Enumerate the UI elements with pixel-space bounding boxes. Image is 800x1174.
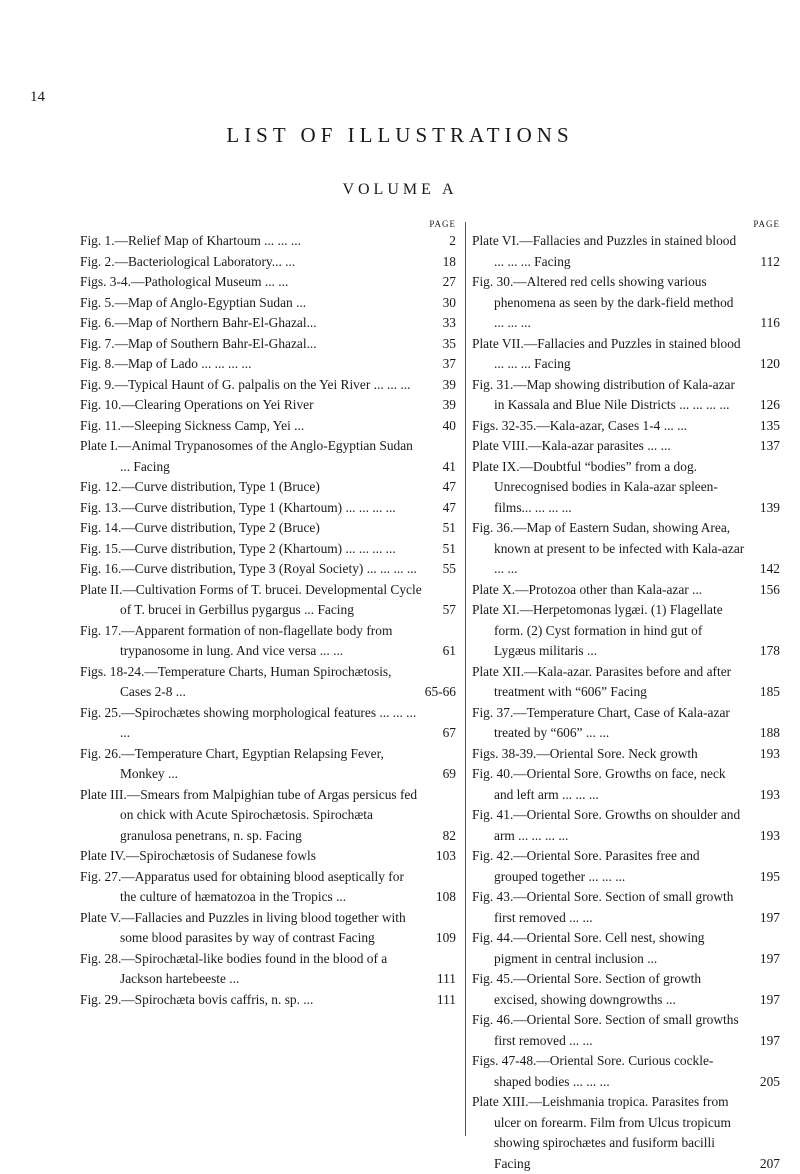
list-entry — [80, 867, 458, 908]
entry-page-number: 33 — [443, 313, 456, 334]
entry-caption: Fig. 31.—Map showing distribution of Kala-azar in Kassala and Blue Nile Districts ... ... ... ... — [472, 377, 735, 413]
list-entry — [80, 313, 458, 334]
entry-page-number: 65-66 — [425, 682, 456, 703]
entry-page-number: 57 — [443, 600, 456, 621]
list-entry — [472, 703, 780, 744]
entry-caption: Fig. 1.—Relief Map of Khartoum ... ... ... — [80, 233, 301, 248]
entry-caption: Fig. 25.—Spirochætes showing morphological features ... ... ... ... — [80, 705, 416, 741]
list-entry — [80, 518, 458, 539]
entry-page-number: 108 — [436, 887, 456, 908]
entry-caption: Fig. 6.—Map of Northern Bahr-El-Ghazal... — [80, 315, 317, 330]
list-entry — [80, 252, 458, 273]
entry-page-number: 27 — [443, 272, 456, 293]
list-entry — [472, 805, 780, 846]
list-entry — [472, 1051, 780, 1092]
entry-caption: Fig. 12.—Curve distribution, Type 1 (Bruce) — [80, 479, 320, 494]
entry-page-number: 188 — [760, 723, 780, 744]
list-entry — [472, 416, 780, 437]
entry-caption: Fig. 2.—Bacteriological Laboratory... ... — [80, 254, 295, 269]
entry-page-number: 116 — [760, 313, 780, 334]
entry-caption: Fig. 9.—Typical Haunt of G. palpalis on the Yei River ... ... ... — [80, 377, 410, 392]
list-entry — [80, 293, 458, 314]
list-entry — [472, 662, 780, 703]
entry-page-number: 103 — [436, 846, 456, 867]
entry-page-number: 35 — [443, 334, 456, 355]
entry-caption: Fig. 13.—Curve distribution, Type 1 (Khartoum) ... ... ... ... — [80, 500, 396, 515]
page-column-label: PAGE — [472, 217, 780, 231]
entry-page-number: 37 — [443, 354, 456, 375]
entry-page-number: 178 — [760, 641, 780, 662]
entry-page-number: 55 — [443, 559, 456, 580]
entry-caption: Fig. 26.—Temperature Chart, Egyptian Relapsing Fever, Monkey ... — [80, 746, 384, 782]
entry-caption: Plate X.—Protozoa other than Kala-azar ... — [472, 582, 702, 597]
volume-heading: VOLUME A — [0, 181, 800, 199]
entry-caption: Fig. 45.—Oriental Sore. Section of growth excised, showing downgrowths ... — [472, 971, 701, 1007]
page-number: 14 — [30, 89, 45, 106]
list-entry — [472, 334, 780, 375]
entry-caption: Plate I.—Animal Trypanosomes of the Anglo-Egyptian Sudan ... Facing — [80, 438, 413, 474]
entry-page-number: 193 — [760, 826, 780, 847]
entry-page-number: 207 — [760, 1154, 780, 1174]
list-entry — [80, 436, 458, 477]
right-column — [472, 217, 780, 1174]
entry-caption: Fig. 27.—Apparatus used for obtaining blood aseptically for the culture of hæmatozoa in the Tropics ... — [80, 869, 404, 905]
entry-page-number: 197 — [760, 908, 780, 929]
entry-caption: Plate V.—Fallacies and Puzzles in living blood together with some blood parasites by way of contrast Facing — [80, 910, 406, 946]
entry-caption: Plate VIII.—Kala-azar parasites ... ... — [472, 438, 671, 453]
list-entry — [80, 272, 458, 293]
list-entry — [472, 580, 780, 601]
list-entry — [80, 477, 458, 498]
entry-caption: Fig. 42.—Oriental Sore. Parasites free and grouped together ... ... ... — [472, 848, 700, 884]
list-entry — [80, 354, 458, 375]
list-entry — [472, 272, 780, 334]
list-entry — [80, 949, 458, 990]
entry-page-number: 51 — [443, 539, 456, 560]
right-entry-list — [472, 231, 780, 1174]
entry-caption: Fig. 10.—Clearing Operations on Yei River — [80, 397, 314, 412]
entry-page-number: 82 — [443, 826, 456, 847]
entry-caption: Fig. 28.—Spirochætal-like bodies found in the blood of a Jackson hartebeeste ... — [80, 951, 387, 987]
entry-caption: Fig. 17.—Apparent formation of non-flagellate body from trypanosome in lung. And vice versa ... ... — [80, 623, 392, 659]
entry-page-number: 197 — [760, 1031, 780, 1052]
list-entry — [80, 785, 458, 847]
entry-caption: Fig. 7.—Map of Southern Bahr-El-Ghazal... — [80, 336, 317, 351]
list-entry — [472, 887, 780, 928]
list-entry — [472, 231, 780, 272]
entry-page-number: 205 — [760, 1072, 780, 1093]
entry-page-number: 47 — [443, 477, 456, 498]
list-entry — [472, 846, 780, 887]
entry-page-number: 135 — [760, 416, 780, 437]
entry-caption: Fig. 44.—Oriental Sore. Cell nest, showing pigment in central inclusion ... — [472, 930, 704, 966]
list-entry — [472, 436, 780, 457]
entry-caption: Figs. 3-4.—Pathological Museum ... ... — [80, 274, 288, 289]
list-entry — [472, 375, 780, 416]
entry-caption: Fig. 5.—Map of Anglo-Egyptian Sudan ... — [80, 295, 306, 310]
list-entry — [80, 231, 458, 252]
list-entry — [80, 539, 458, 560]
list-entry — [80, 662, 458, 703]
entry-caption: Fig. 8.—Map of Lado ... ... ... ... — [80, 356, 251, 371]
entry-page-number: 39 — [443, 395, 456, 416]
list-entry — [472, 518, 780, 580]
entry-page-number: 185 — [760, 682, 780, 703]
list-entry — [80, 703, 458, 744]
list-entry — [472, 969, 780, 1010]
page-column-label: PAGE — [80, 217, 458, 231]
entry-caption: Fig. 41.—Oriental Sore. Growths on shoulder and arm ... ... ... ... — [472, 807, 740, 843]
entry-caption: Fig. 46.—Oriental Sore. Section of small growths first removed ... ... — [472, 1012, 739, 1048]
entry-page-number: 40 — [443, 416, 456, 437]
entry-caption: Fig. 37.—Temperature Chart, Case of Kala-azar treated by “606” ... ... — [472, 705, 730, 741]
list-entry — [80, 990, 458, 1011]
list-entry — [472, 1010, 780, 1051]
entry-page-number: 156 — [760, 580, 780, 601]
entry-page-number: 111 — [437, 990, 456, 1011]
entry-caption: Fig. 36.—Map of Eastern Sudan, showing Area, known at present to be infected with Kala-azar ... ... — [472, 520, 744, 576]
entry-caption: Plate IX.—Doubtful “bodies” from a dog. Unrecognised bodies in Kala-azar spleen-films... ... ... ... — [472, 459, 718, 515]
entry-caption: Plate XII.—Kala-azar. Parasites before and after treatment with “606” Facing — [472, 664, 731, 700]
list-entry — [472, 600, 780, 662]
entry-caption: Plate IV.—Spirochætosis of Sudanese fowls — [80, 848, 316, 863]
entry-page-number: 41 — [443, 457, 456, 478]
list-entry — [80, 416, 458, 437]
entry-caption: Plate VII.—Fallacies and Puzzles in stained blood ... ... ... Facing — [472, 336, 741, 372]
entry-page-number: 193 — [760, 785, 780, 806]
left-entry-list — [80, 231, 458, 1010]
list-entry — [472, 744, 780, 765]
list-entry — [80, 375, 458, 396]
entry-page-number: 197 — [760, 990, 780, 1011]
entry-page-number: 139 — [760, 498, 780, 519]
entry-page-number: 39 — [443, 375, 456, 396]
entry-caption: Plate II.—Cultivation Forms of T. brucei. Developmental Cycle of T. brucei in Gerbillus pygargus ... Facing — [80, 582, 422, 618]
entry-caption: Fig. 15.—Curve distribution, Type 2 (Khartoum) ... ... ... ... — [80, 541, 396, 556]
entry-caption: Figs. 32-35.—Kala-azar, Cases 1-4 ... ... — [472, 418, 687, 433]
entry-page-number: 18 — [443, 252, 456, 273]
entry-caption: Fig. 29.—Spirochæta bovis caffris, n. sp. ... — [80, 992, 313, 1007]
list-entry — [472, 1092, 780, 1174]
entry-caption: Fig. 11.—Sleeping Sickness Camp, Yei ... — [80, 418, 304, 433]
entry-page-number: 126 — [760, 395, 780, 416]
entry-page-number: 109 — [436, 928, 456, 949]
list-entry — [472, 928, 780, 969]
list-entry — [80, 580, 458, 621]
entry-page-number: 120 — [760, 354, 780, 375]
entry-page-number: 112 — [760, 252, 780, 273]
entry-page-number: 47 — [443, 498, 456, 519]
entry-page-number: 51 — [443, 518, 456, 539]
list-entry — [472, 457, 780, 519]
entry-page-number: 193 — [760, 744, 780, 765]
list-entry — [80, 908, 458, 949]
entry-caption: Fig. 43.—Oriental Sore. Section of small growth first removed ... ... — [472, 889, 733, 925]
entry-page-number: 30 — [443, 293, 456, 314]
entry-page-number: 2 — [449, 231, 456, 252]
list-title: LIST OF ILLUSTRATIONS — [0, 123, 800, 148]
list-entry — [80, 744, 458, 785]
list-entry — [80, 846, 458, 867]
entry-page-number: 142 — [760, 559, 780, 580]
entry-caption: Figs. 38-39.—Oriental Sore. Neck growth — [472, 746, 698, 761]
left-column — [80, 217, 458, 1010]
entry-caption: Fig. 14.—Curve distribution, Type 2 (Bruce) — [80, 520, 320, 535]
list-entry — [80, 395, 458, 416]
list-entry — [80, 334, 458, 355]
entry-page-number: 61 — [443, 641, 456, 662]
entry-caption: Figs. 47-48.—Oriental Sore. Curious cockle-shaped bodies ... ... ... — [472, 1053, 713, 1089]
entry-caption: Plate VI.—Fallacies and Puzzles in stained blood ... ... ... Facing — [472, 233, 736, 269]
list-entry — [80, 498, 458, 519]
list-entry — [472, 764, 780, 805]
column-divider — [465, 222, 466, 1136]
entry-caption: Plate III.—Smears from Malpighian tube of Argas persicus fed on chick with Acute Spirochætosis. Spirochæta granulosa penetrans, n. sp. Facing — [80, 787, 417, 843]
entry-page-number: 69 — [443, 764, 456, 785]
entry-caption: Figs. 18-24.—Temperature Charts, Human Spirochætosis, Cases 2-8 ... — [80, 664, 391, 700]
entry-page-number: 137 — [760, 436, 780, 457]
entry-caption: Fig. 30.—Altered red cells showing various phenomena as seen by the dark-field method ... ... ... — [472, 274, 733, 330]
entry-caption: Plate XIII.—Leishmania tropica. Parasites from ulcer on forearm. Film from Ulcus tropicum showing spirochætes and fusiform bacilli Facing — [472, 1094, 731, 1171]
entry-page-number: 197 — [760, 949, 780, 970]
entry-caption: Fig. 16.—Curve distribution, Type 3 (Royal Society) ... ... ... ... — [80, 561, 417, 576]
entry-caption: Plate XI.—Herpetomonas lygæi. (1) Flagellate form. (2) Cyst formation in hind gut of Lygæus militaris ... — [472, 602, 723, 658]
entry-page-number: 111 — [437, 969, 456, 990]
entry-caption: Fig. 40.—Oriental Sore. Growths on face, neck and left arm ... ... ... — [472, 766, 726, 802]
list-entry — [80, 621, 458, 662]
entry-page-number: 195 — [760, 867, 780, 888]
entry-page-number: 67 — [443, 723, 456, 744]
list-entry — [80, 559, 458, 580]
